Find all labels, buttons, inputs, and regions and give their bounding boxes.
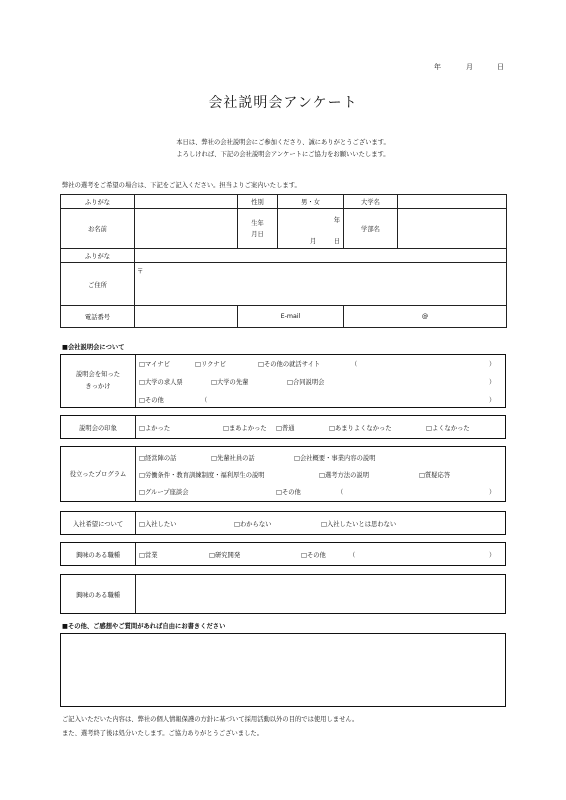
university-label: 大学名 xyxy=(344,195,398,209)
option-executives[interactable]: □経営陣の話 xyxy=(139,455,177,462)
birth-label xyxy=(238,209,278,249)
option-mynavi[interactable]: □マイナビ xyxy=(139,361,171,368)
department-label: 学部名 xyxy=(344,209,398,249)
postal-mark: 〒 xyxy=(137,268,144,276)
applicant-table xyxy=(60,194,507,328)
option-average[interactable]: □普通 xyxy=(276,425,295,432)
page-title: 会社説明会アンケート xyxy=(208,95,358,111)
date-month: 月 xyxy=(466,63,473,71)
name-field[interactable] xyxy=(135,209,238,249)
email-field[interactable] xyxy=(344,305,507,327)
option-selection-method[interactable]: □選考方法の説明 xyxy=(319,472,370,479)
job-interest-label-2: 興味のある職種 xyxy=(75,592,121,599)
gender-options[interactable]: 男・女 xyxy=(278,195,344,209)
date-day: 日 xyxy=(497,63,504,71)
option-senior-staff[interactable]: □先輩社員の話 xyxy=(211,455,255,462)
date-year: 年 xyxy=(434,63,441,71)
how-known-box xyxy=(60,354,506,408)
paren-open: （ xyxy=(351,361,358,368)
how-known-label-line: きっかけ xyxy=(85,383,111,390)
option-not-good[interactable]: □よくなかった xyxy=(426,425,470,432)
desire-box xyxy=(60,511,506,535)
address-field[interactable] xyxy=(135,263,507,305)
applicant-note: 弊社の選考をご希望の場合は、下記をご記入ください。担当よりご案内いたします。 xyxy=(62,182,301,189)
paren-open: （ xyxy=(337,489,344,496)
option-not-so-good[interactable]: □あまりよくなかった xyxy=(329,425,392,432)
section-heading-comments: ■その他、ご感想やご質問があれば自由にお書きください xyxy=(62,623,226,630)
footer-note xyxy=(62,713,358,741)
option-other-site[interactable]: □その他の就活サイト xyxy=(258,361,321,368)
gender-label: 性別 xyxy=(238,195,278,209)
furigana-field-2[interactable] xyxy=(135,249,507,263)
job-interest-box-2 xyxy=(60,574,506,614)
how-known-label-line: 説明会を知った xyxy=(75,371,121,378)
birth-day: 日 xyxy=(333,238,340,246)
furigana-label-2: ふりがな xyxy=(61,249,135,263)
how-known-label xyxy=(61,369,135,393)
option-university-job[interactable]: □大学の求人票 xyxy=(139,379,183,386)
name-label: お名前 xyxy=(61,209,135,249)
option-want-join[interactable]: □入社したい xyxy=(139,521,177,528)
option-other[interactable]: □その他 xyxy=(276,489,301,496)
impression-box xyxy=(60,415,506,439)
phone-label: 電話番号 xyxy=(61,305,135,327)
email-label: E-mail xyxy=(238,305,344,327)
at-mark: @ xyxy=(421,312,429,320)
birth-month: 月 xyxy=(310,238,317,246)
option-joint-seminar[interactable]: □合同説明会 xyxy=(287,379,325,386)
option-working-conditions[interactable]: □労働条件・教育訓練制度・福利厚生の説明 xyxy=(139,472,265,479)
job-interest-box xyxy=(60,542,506,566)
phone-field[interactable] xyxy=(135,305,238,327)
address-label: ご住所 xyxy=(61,263,135,305)
intro-line: よろしければ、下記の会社説明会アンケートにご協力をお願いいたします。 xyxy=(176,151,390,158)
footer-line: また、選考終了後は処分いたします。ご協力ありがとうございました。 xyxy=(62,730,263,737)
paren-close: ） xyxy=(489,361,496,368)
option-sales[interactable]: □営業 xyxy=(139,552,158,559)
option-rikunabi[interactable]: □リクナビ xyxy=(195,361,227,368)
paren-close: ） xyxy=(489,379,496,386)
department-field[interactable] xyxy=(398,209,507,249)
university-field[interactable] xyxy=(398,195,507,209)
option-rnd[interactable]: □研究開発 xyxy=(209,552,241,559)
useful-program-box xyxy=(60,446,506,502)
furigana-field[interactable] xyxy=(135,195,238,209)
birth-year: 年 xyxy=(333,217,340,225)
option-qa[interactable]: □質疑応答 xyxy=(419,472,451,479)
paren-open: （ xyxy=(201,397,208,404)
birth-field[interactable] xyxy=(278,209,344,249)
paren-open: （ xyxy=(349,552,356,559)
option-company-overview[interactable]: □会社概要・事業内容の説明 xyxy=(294,455,376,462)
birth-label-line: 生年 xyxy=(251,219,264,227)
desire-label: 入社希望について xyxy=(72,521,124,528)
paren-close: ） xyxy=(489,489,496,496)
option-fairly-good[interactable]: □まあよかった xyxy=(223,425,267,432)
option-group-talk[interactable]: □グループ座談会 xyxy=(139,489,189,496)
footer-line: ご記入いただいた内容は、弊社の個人情報保護の方針に基づいて採用活動以外の目的では使用しません。 xyxy=(62,716,359,723)
paren-close: ） xyxy=(489,397,496,404)
section-heading-seminar: ■会社説明会について xyxy=(62,344,125,351)
birth-label-line: 月日 xyxy=(251,230,264,238)
comments-textarea[interactable] xyxy=(60,633,506,707)
impression-label: 説明会の印象 xyxy=(79,425,117,432)
job-interest-label: 興味のある職種 xyxy=(75,552,121,559)
option-other[interactable]: □その他 xyxy=(139,397,164,404)
option-not-sure[interactable]: □わからない xyxy=(234,521,272,528)
option-university-senior[interactable]: □大学の先輩 xyxy=(211,379,249,386)
intro-text xyxy=(0,137,566,161)
intro-line: 本日は、弊社の会社説明会にご参加くださり、誠にありがとうございます。 xyxy=(176,139,390,146)
job-interest-field-2[interactable] xyxy=(137,577,503,611)
option-other[interactable]: □その他 xyxy=(301,552,326,559)
useful-program-label: 役立ったプログラム xyxy=(69,471,127,478)
paren-close: ） xyxy=(489,552,496,559)
option-not-want-join[interactable]: □入社したいとは思わない xyxy=(321,521,397,528)
option-good[interactable]: □よかった xyxy=(139,425,171,432)
furigana-label: ふりがな xyxy=(61,195,135,209)
